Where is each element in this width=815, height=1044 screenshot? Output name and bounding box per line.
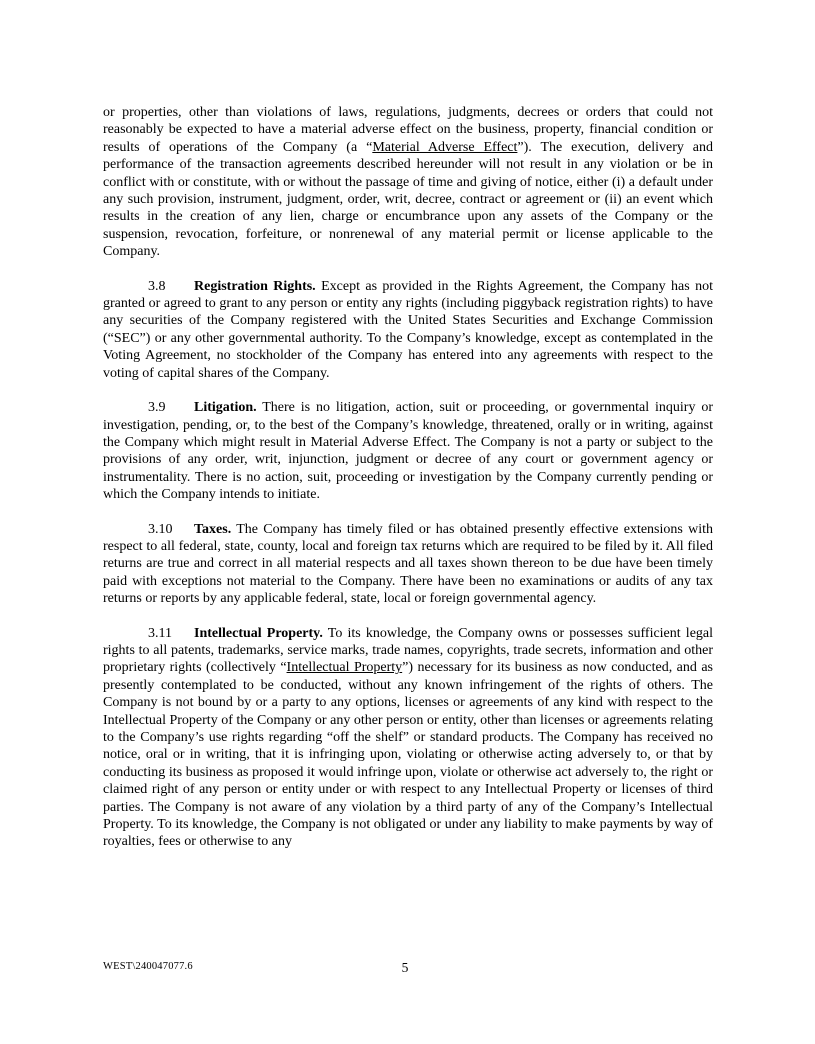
text-run: The Company has timely filed or has obtained presently effective extensions with respect to all federal, state, county, local and foreign tax returns which are required to be filed by it. All filed returns are true and correct in all material respects and all taxes shown thereon to be due have been timely paid with exceptions not material to the Company. There have been no examinations or audits of any tax returns or reports by any applicable federal, state, local or foreign governmental agency. [103, 521, 713, 607]
body-paragraph [103, 104, 713, 261]
text-run: ”). The execution, delivery and performance of the transaction agreements described hereunder will not result in any violation or be in conflict with or constitute, with or without the passage of time and giving of notice, either (i) a default under any such provision, instrument, judgment, order, writ, decree, contract or agreement or (ii) an event which results in the creation of any lien, charge or encumbrance upon any assets of the Company or the suspension, revocation, forfeiture, or nonrenewal of any material permit or license applicable to the Company. [103, 139, 713, 260]
section-number: 3.11 [148, 625, 172, 641]
defined-term: Intellectual Property [286, 660, 403, 676]
text-run: ”) necessary for its business as now conducted, and as presently contemplated to be conducted, without any known infringement of the rights of others. The Company is not bound by or a party to any options, licenses or agreements of any kind with respect to the Intellectual Property of the Company or any other person or entity, other than licenses or agreements relating to the Company’s use rights regarding “off the shelf” or standard products. The Company has received no notice, oral or in writing, that it is infringing upon, violating or otherwise acting adversely to, or that by conducting its business as proposed it would infringe upon, violate or otherwise act adversely to, the right or claimed right of any person or entity under or with respect to any Intellectual Property or licenses of third parties. The Company is not aware of any violation by a third party of any of the Company’s Intellectual Property. To its knowledge, the Company is not obligated or under any liability to make payments by way of royalties, fees or otherwise to any [103, 660, 713, 850]
footer-document-id: WEST\240047077.6 [103, 961, 193, 972]
text-run: To its knowledge, the Company owns or possesses sufficient legal rights to all patents, trademarks, service marks, trade names, copyrights, trade secrets, information and other proprietary rights (collectively “ [103, 625, 714, 676]
section-heading: Litigation. [194, 400, 257, 416]
section-number: 3.9 [148, 400, 166, 416]
section-paragraph [103, 399, 713, 503]
section-number: 3.8 [148, 278, 166, 294]
section-paragraph [103, 521, 713, 608]
text-run: Except as provided in the Rights Agreement, the Company has not granted or agreed to grant to any person or entity any rights (including piggyback registration rights) to have any securities of the Company registered with the United States Securities and Exchange Commission (“SEC”) or any other governmental authority. To the Company’s knowledge, except as contemplated in the Voting Agreement, no stockholder of the Company has entered into any agreements with respect to the voting of capital shares of the Company. [103, 278, 714, 381]
section-heading: Registration Rights. [194, 278, 316, 294]
section-heading: Intellectual Property. [194, 625, 323, 641]
text-run: or properties, other than violations of laws, regulations, judgments, decrees or orders that could not reasonably be expected to have a material adverse effect on the business, property, financial condition or results of operations of the Company (a “ [103, 105, 713, 155]
section-paragraph [103, 278, 713, 382]
defined-term: Material Adverse Effect [372, 139, 518, 155]
section-paragraph [103, 625, 713, 851]
page-number: 5 [401, 960, 409, 975]
section-number: 3.10 [148, 521, 173, 537]
text-run: There is no litigation, action, suit or proceeding, or governmental inquiry or investigation, pending, or, to the best of the Company’s knowledge, threatened, orally or in writing, against the Company which might result in Material Adverse Effect. The Company is not a party or subject to the provisions of any order, writ, injunction, judgment or decree of any court or government agency or instrumentality. There is no action, suit, proceeding or investigation by the Company currently pending or which the Company intends to initiate. [103, 400, 713, 503]
section-heading: Taxes. [194, 521, 232, 537]
document-body [103, 104, 713, 868]
